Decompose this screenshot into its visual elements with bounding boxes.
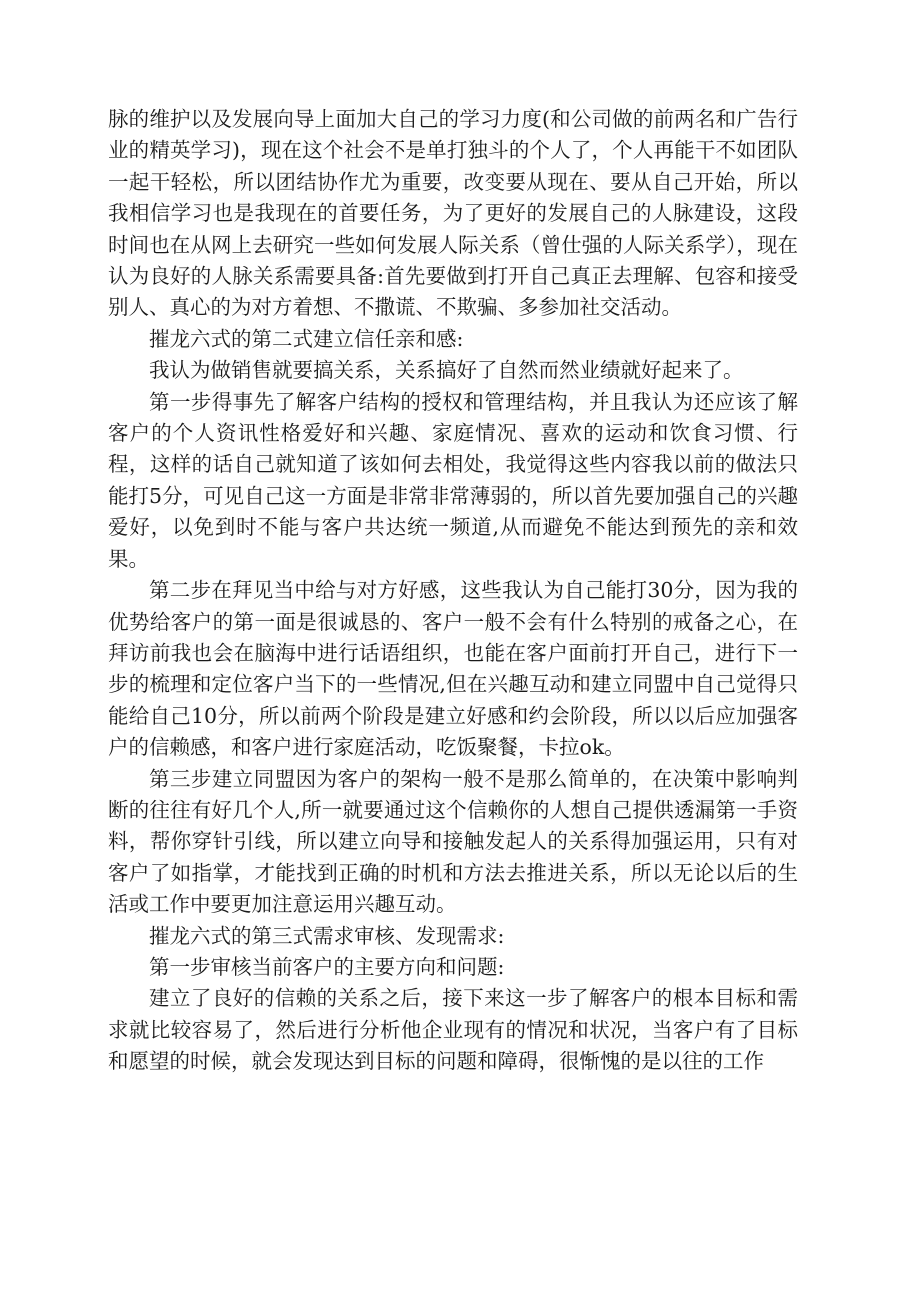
paragraph-sales-relations: 我认为做销售就要搞关系，关系搞好了自然而然业绩就好起来了。: [149, 358, 744, 383]
heading-step-one-review: 第一步审核当前客户的主要方向和问题:: [149, 954, 505, 979]
paragraph-step-three-alliance: 第三步建立同盟因为客户的架构一般不是那么简单的，在决策中影响判断的往往有好几个人,所一就要通过这个信赖你的人想自己提供透漏第一手资料，帮你穿针引线，所以建立向导和接触发起人的关系得加强运用，只有对客户了如指掌，才能找到正确的时机和方法去推进关系，所以无论以后的生活或工作中要更加注意运用兴趣互动。: [108, 766, 798, 917]
document-page: [108, 104, 798, 1078]
paragraph-step-one-structure: 第一步得事先了解客户结构的授权和管理结构，并且我认为还应该了解客户的个人资讯性格爱好和兴趣、家庭情况、喜欢的运动和饮食习惯、行程，这样的话自己就知道了该如何去相处，我觉得这些内容我以前的做法只能打5分，可见自己这一方面是非常非常薄弱的，所以首先要加强自己的兴趣爱好，以免到时不能与客户共达统一频道,从而避免不能达到预先的亲和效果。: [108, 389, 798, 571]
heading-third-style-needs: 摧龙六式的第三式需求审核、发现需求:: [149, 923, 505, 948]
paragraph-needs-analysis: 建立了良好的信赖的关系之后，接下来这一步了解客户的根本目标和需求就比较容易了，然后进行分析他企业现有的情况和状况，当客户有了目标和愿望的时候，就会发现达到目标的问题和障碍，很惭愧的是以往的工作: [108, 986, 798, 1074]
paragraph-network-study: 脉的维护以及发展向导上面加大自己的学习力度(和公司做的前两名和广告行业的精英学习)，现在这个社会不是单打独斗的个人了，个人再能干不如团队一起干轻松，所以团结协作尤为重要，改变要从现在、要从自己开始，所以我相信学习也是我现在的首要任务，为了更好的发展自己的人脉建设，这段时间也在从网上去研究一些如何发展人际关系（曾仕强的人际关系学），现在认为良好的人脉关系需要具备:首先要做到打开自己真正去理解、包容和接受别人、真心的为对方着想、不撒谎、不欺骗、多参加社交活动。: [108, 107, 798, 320]
paragraph-step-two-visit: 第二步在拜见当中给与对方好感，这些我认为自己能打30分，因为我的优势给客户的第一面是很诚恳的、客户一般不会有什么特别的戒备之心，在拜访前我也会在脑海中进行话语组织，也能在客户面前打开自己，进行下一步的梳理和定位客户当下的一些情况,但在兴趣互动和建立同盟中自己觉得只能给自己10分，所以前两个阶段是建立好感和约会阶段，所以以后应加强客户的信赖感，和客户进行家庭活动，吃饭聚餐，卡拉ok。: [108, 578, 798, 760]
heading-second-style-trust: 摧龙六式的第二式建立信任亲和感:: [149, 326, 464, 351]
